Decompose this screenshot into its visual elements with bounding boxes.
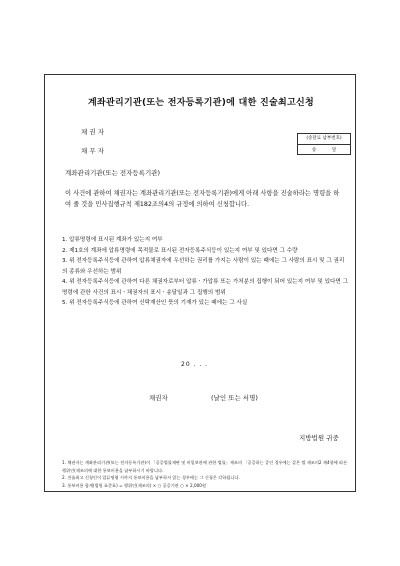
postage-cell-right: 달	[331, 148, 337, 153]
footnotes	[62, 459, 348, 489]
court-addressee: 지방법원 귀중	[299, 434, 339, 442]
item-list	[62, 235, 348, 309]
footnote: 1. 채권자는 계좌관리기관(또는 전자등록기관)이 「공증법률재판 및 비밀보관에 관한 법률」제조의 「공증하는 증인 경우에는 같은 법 제조의2 제4항에 따른 행위인(제조의에 대한 통보비용을 납부하시기 바랍니다.	[62, 460, 348, 473]
footnote: 2. 진술최고 신청인이 압류명령 시까지 통보비용을 납부하지 않는 경우에는 그 신청은 각하됩니다.	[62, 475, 240, 480]
postage-number-header: (송달료 납부번호)	[298, 134, 350, 145]
list-item: 4. 위 전자등록주식등에 관하여 다른 채권자로부터 압류ㆍ가압류 또는 가처분의 집행이 되어 있는지 여부 및 있다면 그 명령에 관한 사건의 표시ㆍ채권자의 표시ㆍ송달일과 그 집행의 범위	[62, 279, 348, 296]
form-frame	[44, 74, 356, 492]
footnote: 3. 통보비용 합계(법원 표준표) = 행위인(제조의) × ○ 공증기관 ○ × 2,000원	[62, 482, 206, 488]
document-title: 계좌관리기관(또는 전자등록기관)에 대한 진술최고신청	[88, 98, 314, 108]
list-item: 3. 위 전자등록주식등에 관하여 압류채권자에 우선하는 권리를 가지는 사람이 있는 때에는 그 사람의 표시 및 그 권리의 종류와 우선하는 범위	[62, 258, 345, 275]
creditor-label: 채 권 자	[81, 128, 104, 136]
intro-paragraph: 이 사건에 관하여 채권자는 계좌관리기관(또는 전자등록기관)에게 아래 사항을 진술하라는 명령을 하여 줄 것을 민사집행규칙 제182조의4의 규정에 의하여 신청합니다.	[65, 190, 340, 208]
postage-cell-left: 송	[311, 148, 317, 153]
list-item: 2. 제1호의 계좌에 압류명령에 목적물로 표시된 전자등록주식등이 있는지 여부 및 있다면 그 수량	[62, 247, 298, 254]
debtor-label: 채 무 자	[81, 147, 104, 155]
list-item: 1. 압류명령에 표시된 계좌가 있는지 여부	[62, 237, 163, 243]
list-item: 5. 위 전자등록주식등에 관하여 신탁재산인 뜻의 기재가 있는 때에는 그 사실	[62, 300, 248, 306]
institution-label: 계좌관리기관(또는 전자등록기관)	[65, 169, 161, 177]
postage-stamp-box	[297, 133, 351, 155]
signature-creditor: 채권자	[149, 394, 168, 402]
signature-seal: (날인 또는 서명)	[211, 394, 258, 402]
filing-date: 20 . . .	[181, 361, 209, 368]
